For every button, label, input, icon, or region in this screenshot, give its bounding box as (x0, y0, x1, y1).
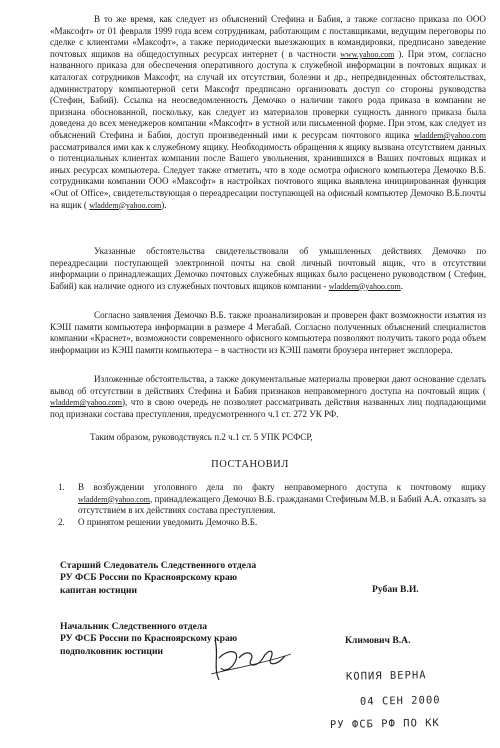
paragraph-text: ). (161, 199, 167, 210)
paragraph-text: Указанные обстоятельства свидетельствовали об умышленных действиях Демочко по переадресации поступающей электронной почты на свой личный почтовый ящик, что в отсутствии информации о принадлежащих Демочко почтовых служебных ящиках было расценено руководством ( Стефин, Бабий) как наличие одного из служебных почтовых ящиков компании - (50, 246, 486, 291)
signature-title-line: Старший Следователь Следственного отдела (60, 560, 257, 571)
copy-stamp-date: 04 СЕН 2000 (359, 694, 441, 708)
resolution-item (58, 517, 486, 529)
signature-name-head: Климович В.А. (345, 635, 411, 646)
paragraph-access-order (50, 14, 486, 211)
paragraph-text: . (400, 280, 404, 291)
resolution-text: , принадлежащего Демочко В.Б. гражданами Стефиным М.В. и Бабий А.А. отказать за отсутствием в их действиях состава преступления. (78, 493, 486, 516)
resolution-item (58, 482, 486, 517)
paragraph-cache (50, 310, 486, 356)
signature-block-investigator (60, 560, 256, 597)
copy-stamp-text: КОПИЯ ВЕРНА (345, 669, 427, 683)
paragraph-text: Согласно заявления Демочко В.Б. также проанализирован и проверен факт возможности изъятия из КЭШ памяти компьютера информации в размере 4 Мегабай. Согласно полученных объяснений специалистов компании «Краснет», возможности современного офисного компьютера позволяют получить такого рода объем информации из КЭШ памяти компьютера – в частности из КЭШ памяти броузера интернет эксплорера. (50, 310, 486, 355)
signature-title-line: РУ ФСБ России по Красноярскому краю (60, 572, 238, 584)
email-link: www.yahoo.com (340, 49, 395, 59)
paragraph-text: ). При этом, согласно названного приказа для обеспечения оперативного доступа к служебной информации в почтовых ящиках и каталогах сотрудников Максофт, на случай их отсутствия, болезни и др., непредвиденных обстоятельствах, администратору компьютерной сети Максофт предписано организовать доступ со стороны руководства (Стефин, Бабий). Ссылка на неосведомленность Демочко о наличии такого рода приказа в компании не признана обоснованной, поскольку, как следует из материалов проверки сущность данного приказа была доведена до всех менеджеров компании «Максофт» в устной или письменной форме. При этом, как следует из объяснений Стефина и Бабия, доступ произведенный ими к ресурсам почтового ящика (50, 48, 486, 140)
paragraph-legal-basis (50, 432, 486, 444)
paragraph-text: ), что в свою очередь не позволяет рассматривать действия названных лиц подпадающими под признаки состава преступления, предусмотренного ч.1 ст. 272 УК РФ. (50, 397, 486, 419)
resolution-text: В возбуждении уголовного дела по факту неправомерного доступа к почтовому ящику (78, 482, 486, 492)
decision-heading: ПОСТАНОВИЛ (211, 459, 289, 470)
paragraph-intent (50, 246, 486, 292)
signature-title-line: капитан юстиции (60, 584, 138, 596)
paragraph-text: Изложенные обстоятельства, а также документальные материалы проверки дают основание сделать вывод об отсутствии в действиях Стефина и Бабия признаков неправомерного доступа на почтовый ящик ( (50, 374, 486, 396)
paragraph-text: В то же время, как следует из объяснений Стефина и Бабия, а также согласно приказа по ООО «Максофт» от 01 февраля 1999 года всем сотрудникам, работающим с поставщиками, ведущим переговоры по сделке с клиентами «Максофт», а также периодически выезжающих в командировки, предписано заведение почтовых ящиков на общедоступных ресурсах интернет ( в частности (50, 14, 486, 59)
resolution-number: 1. (58, 482, 65, 492)
resolution-number: 2. (58, 516, 65, 527)
paragraph-conclusion (50, 374, 486, 420)
paragraph-text: рассматривался ими как к служебному ящику. Необходимость обращения к ящику вызвана отсутствием данных о потенциальных клиентах компании после Вашего увольнения, хранившихся в Ваших почтовых ящиках и иных ресурсах компьютера. Следует также отметить, что в ходе осмотра офисного компьютера Демочко В.Б. сотрудниками компании ООО «Максофт» в настройках почтового ящика выявлена инициированная функция «Out of Office», свидетельствующая о переадресации поступающей на офисный компьютер Демочко В.Б.почты на ящик ( (50, 141, 486, 210)
email-link: wladdem@yahoo.com (89, 200, 162, 210)
resolution-text: О принятом решении уведомить Демочко В.Б. (78, 516, 258, 527)
copy-stamp-office: РУ ФСБ РФ ПО КК (329, 717, 440, 731)
paragraph-text: Таким образом, руководствуясь п.2 ч.1 ст. 5 УПК РСФСР, (90, 432, 313, 442)
email-link: wladdem@yahoo.com (50, 398, 123, 408)
email-link: wladdem@yahoo.com (78, 494, 151, 504)
resolution-list (58, 482, 486, 528)
signature-name-investigator: Рубан В.И. (372, 584, 419, 595)
signature-title-line: РУ ФСБ России по Красноярскому краю (60, 633, 238, 645)
email-link: wladdem@yahoo.com (328, 281, 401, 291)
signature-title-line: Начальник Следственного отдела (60, 621, 208, 632)
handwritten-signature (205, 628, 295, 688)
email-link: wladdem@yahoo.com (413, 130, 486, 140)
signature-title-line: подполковник юстиции (60, 645, 164, 657)
